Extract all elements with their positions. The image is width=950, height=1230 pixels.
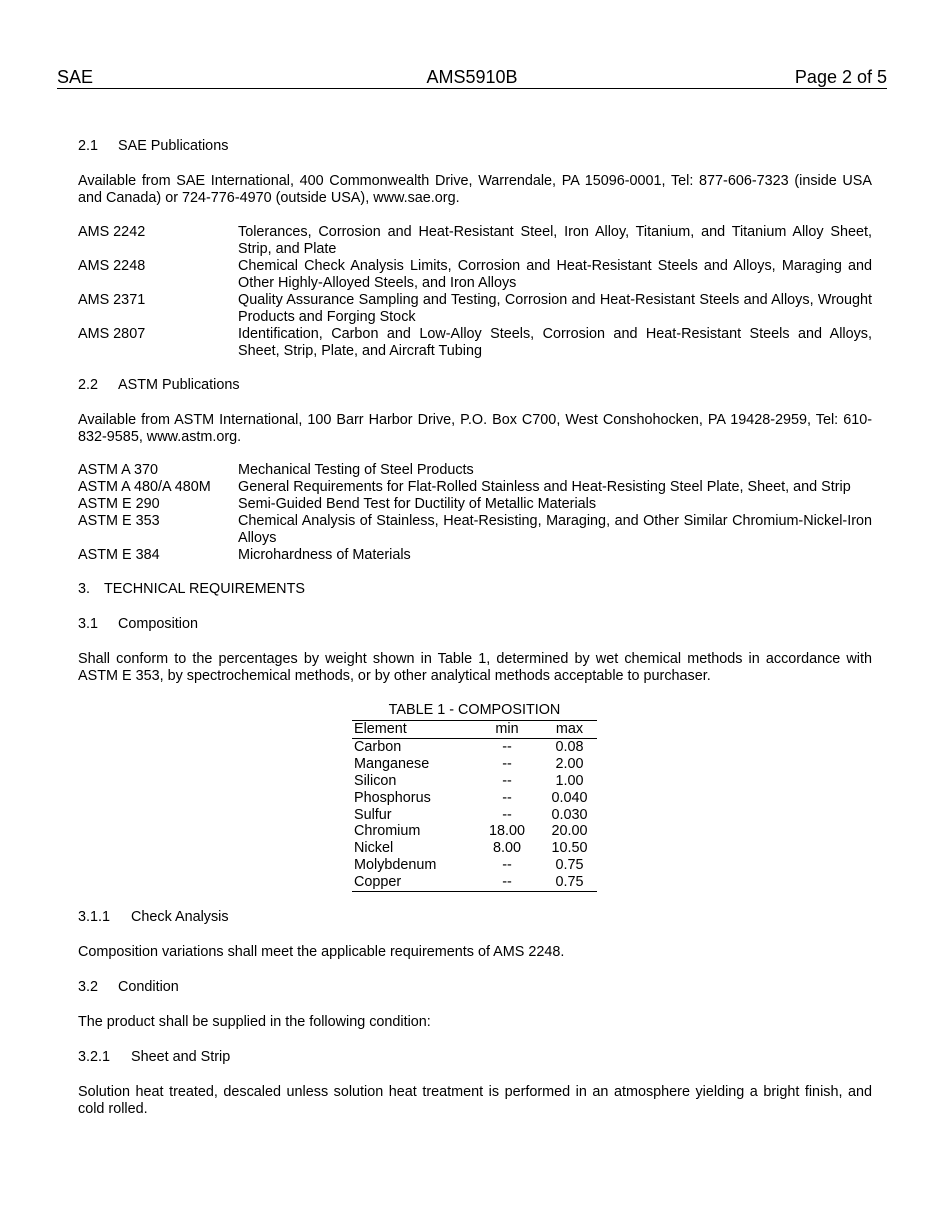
heading-3-2-1: [78, 1049, 872, 1066]
reference-title: General Requirements for Flat-Rolled Stainless and Heat-Resisting Steel Plate, Sheet, and Strip: [238, 479, 851, 495]
composition-text: Shall conform to the percentages by weight shown in Table 1, determined by wet chemical methods in accordance with ASTM E 353, by spectrochemical methods, or by other analytical methods acceptable to purchaser.: [78, 651, 872, 684]
astm-reference-list: [78, 462, 872, 564]
reference-code: ASTM E 290: [78, 496, 160, 512]
section-number: 3.2: [78, 979, 99, 996]
reference-code: AMS 2242: [78, 224, 146, 240]
reference-title: Tolerances, Corrosion and Heat-Resistant Steel, Iron Alloy, Titanium, and Titanium Alloy Sheet, Strip, and Plate: [238, 224, 872, 257]
column-header-max: max: [555, 721, 584, 737]
element-cell: Phosphorus: [354, 789, 431, 806]
element-cell: Copper: [354, 874, 402, 891]
reference-item: [78, 513, 872, 547]
reference-title: Semi-Guided Bend Test for Ductility of Metallic Materials: [238, 496, 597, 512]
sheet-strip-text: Solution heat treated, descaled unless solution heat treatment is performed in an atmosphere yielding a bright finish, and cold rolled.: [78, 1084, 872, 1118]
min-cell: --: [502, 806, 512, 823]
min-cell: --: [502, 789, 512, 806]
sae-reference-list: [78, 224, 872, 360]
table-title: TABLE 1 - COMPOSITION: [388, 702, 561, 718]
max-cell: 0.040: [551, 789, 588, 806]
section-number: 3.: [78, 581, 91, 597]
element-cell: Chromium: [354, 823, 421, 840]
element-cell: Nickel: [354, 840, 394, 857]
reference-code: ASTM A 370: [78, 462, 158, 478]
element-cell: Manganese: [354, 755, 430, 772]
reference-code: AMS 2248: [78, 258, 146, 274]
header-page-number: Page 2 of 5: [794, 67, 887, 87]
column-header-element: Element: [354, 721, 407, 737]
header-doc-number: AMS5910B: [426, 67, 518, 87]
min-cell: --: [502, 738, 512, 755]
section-number: 3.2.1: [78, 1049, 111, 1066]
reference-title: Mechanical Testing of Steel Products: [238, 462, 474, 478]
reference-item: [78, 547, 872, 564]
check-analysis-text: Composition variations shall meet the applicable requirements of AMS 2248.: [78, 944, 565, 961]
section-number: 3.1.1: [78, 909, 111, 926]
section-number: 3.1: [78, 616, 99, 632]
min-cell: --: [502, 755, 512, 772]
reference-code: ASTM A 480/A 480M: [78, 479, 211, 495]
reference-item: [78, 224, 872, 258]
heading-2-2: [78, 377, 872, 394]
section-title: Check Analysis: [131, 909, 229, 926]
max-cell: 0.08: [555, 738, 584, 755]
heading-3-2: [78, 979, 872, 996]
min-cell: --: [502, 874, 512, 891]
heading-3: [78, 581, 872, 598]
section-title: TECHNICAL REQUIREMENTS: [104, 581, 305, 597]
table-row: [352, 874, 597, 891]
table-row: [352, 823, 597, 840]
section-number: 2.1: [78, 138, 99, 154]
reference-item: [78, 496, 872, 513]
sae-availability: Available from SAE International, 400 Commonwealth Drive, Warrendale, PA 15096-0001, Tel: 877-606-7323 (inside USA and Canada) or 724-776-4970 (outside USA), www.sae.org.: [78, 173, 872, 206]
document-body: [78, 128, 872, 1118]
element-cell: Silicon: [354, 772, 397, 789]
min-cell: 8.00: [492, 840, 521, 857]
max-cell: 0.030: [551, 806, 588, 823]
reference-title: Identification, Carbon and Low-Alloy Steels, Corrosion and Heat-Resistant Steels and Alloys, Sheet, Strip, Plate, and Aircraft Tubing: [238, 326, 872, 359]
max-cell: 10.50: [551, 840, 588, 857]
element-cell: Molybdenum: [354, 857, 437, 874]
reference-item: [78, 258, 872, 292]
table-row: [352, 807, 597, 824]
reference-item: [78, 326, 872, 360]
heading-2-1: [78, 138, 872, 155]
heading-3-1: [78, 616, 872, 633]
column-header-min: min: [495, 721, 519, 737]
section-number: 2.2: [78, 377, 99, 393]
table-row: [352, 840, 597, 857]
section-title: Composition: [118, 616, 198, 632]
header-org: SAE: [57, 67, 94, 87]
max-cell: 20.00: [551, 823, 588, 840]
min-cell: --: [502, 857, 512, 874]
table-row: [352, 773, 597, 790]
max-cell: 0.75: [555, 874, 584, 891]
reference-code: ASTM E 353: [78, 513, 160, 529]
max-cell: 2.00: [555, 755, 584, 772]
reference-title: Microhardness of Materials: [238, 547, 411, 563]
section-title: Sheet and Strip: [131, 1049, 231, 1066]
section-title: SAE Publications: [118, 138, 229, 154]
heading-3-1-1: [78, 909, 872, 926]
min-cell: --: [502, 772, 512, 789]
page-header: [57, 66, 887, 89]
reference-title: Chemical Analysis of Stainless, Heat-Resisting, Maraging, and Other Similar Chromium-Nickel-Iron Alloys: [238, 513, 872, 546]
table-row: [352, 790, 597, 807]
max-cell: 1.00: [555, 772, 584, 789]
section-title: ASTM Publications: [118, 377, 240, 393]
reference-code: ASTM E 384: [78, 547, 160, 563]
reference-code: AMS 2371: [78, 292, 146, 308]
table-row: [352, 738, 597, 755]
table-row: [352, 857, 597, 874]
reference-title: Quality Assurance Sampling and Testing, Corrosion and Heat-Resistant Steels and Alloys, Wrought Products and Forging Stock: [238, 292, 872, 325]
reference-item: [78, 292, 872, 326]
composition-table-block: [352, 702, 597, 892]
composition-table: [352, 720, 597, 892]
table-row: [352, 756, 597, 773]
astm-availability: Available from ASTM International, 100 Barr Harbor Drive, P.O. Box C700, West Conshohocken, PA 19428-2959, Tel: 610-832-9585, www.astm.org.: [78, 412, 872, 445]
element-cell: Carbon: [354, 738, 402, 755]
condition-text: The product shall be supplied in the following condition:: [78, 1014, 431, 1031]
reference-item: [78, 479, 872, 496]
table-header-row: [352, 721, 597, 739]
section-title: Condition: [118, 979, 179, 996]
element-cell: Sulfur: [354, 806, 392, 823]
reference-code: AMS 2807: [78, 326, 146, 342]
reference-title: Chemical Check Analysis Limits, Corrosion and Heat-Resistant Steels and Alloys, Maraging and Other Highly-Alloyed Steels, and Iron Alloys: [238, 258, 872, 291]
reference-item: [78, 462, 872, 479]
max-cell: 0.75: [555, 857, 584, 874]
min-cell: 18.00: [488, 823, 525, 840]
